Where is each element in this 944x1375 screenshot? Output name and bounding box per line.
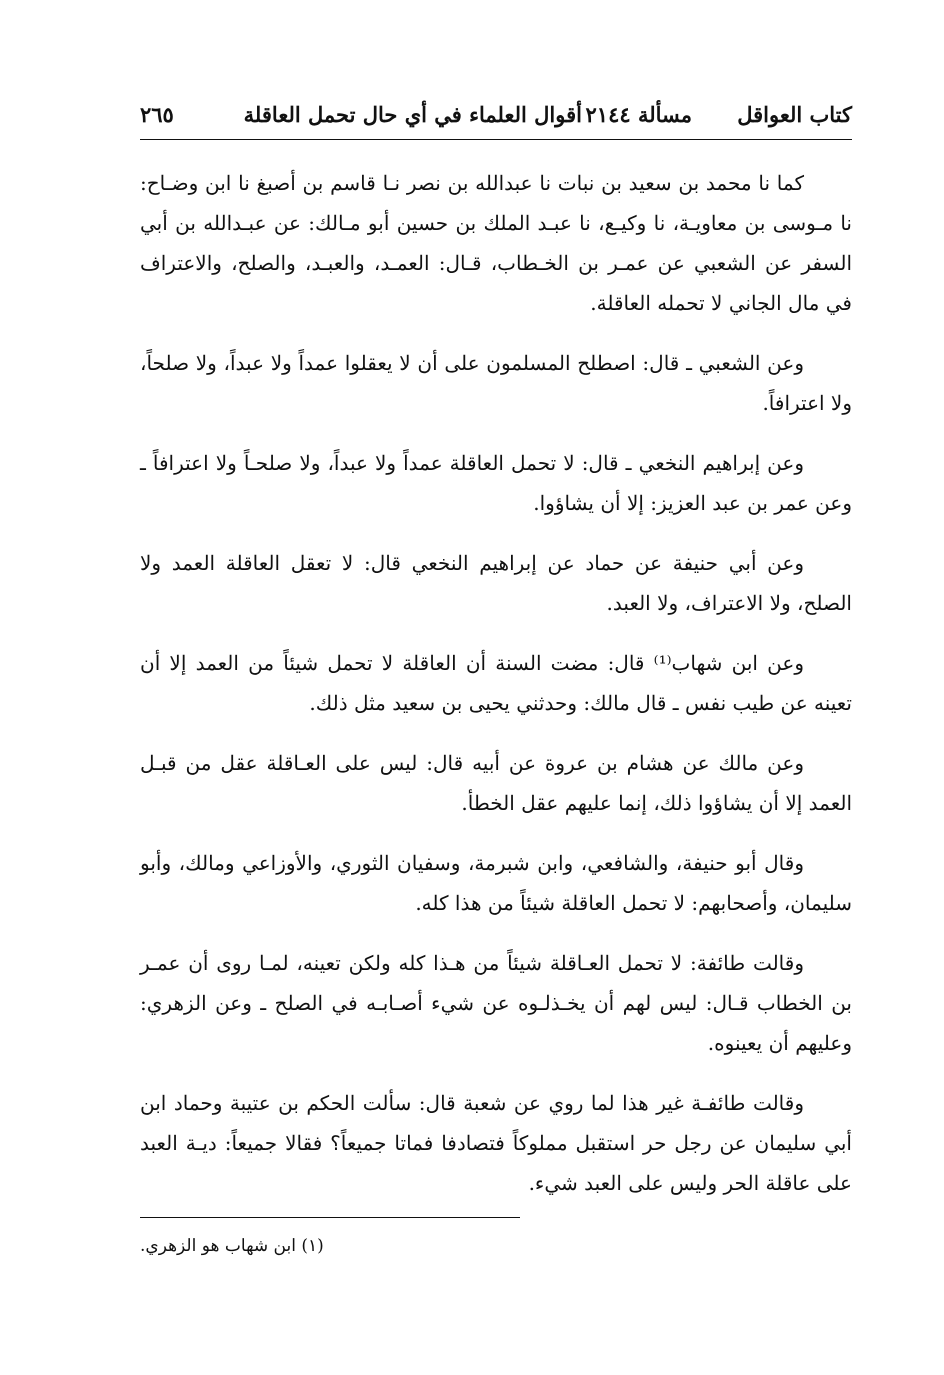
paragraph-8: وقالت طائفة: لا تحمل العـاقلة شيئاً من هـذا كله ولكن تعينه، لمـا روى أن عمـر بن الخطاب قـال: ليس لهم أن يخـذلـوه عن شيء أصـابـه في الصلح ـ وعن الزهري: وعليهم أن يعينوه.: [140, 951, 852, 1055]
footnote: [140, 1230, 852, 1262]
footnote-text: (١) ابن شهاب هو الزهري.: [140, 1236, 324, 1256]
body-text: [140, 163, 852, 1215]
header-rule: [140, 139, 852, 140]
header-book-title: كتاب العواقل: [737, 102, 852, 127]
page-number: ٢٦٥: [140, 102, 174, 127]
running-header: [140, 95, 852, 135]
paragraph-9: وقالت طائفـة غير هذا لما روي عن شعبة قال: سألت الحكم بن عتيبة وحماد ابن أبي سليمان عن رجل حر استقبل مملوكاً فتصادفا فماتا جميعاً؟ فقالا جميعاً: ديـة العبد على عاقلة الحر وليس على العبد شيء.: [140, 1091, 852, 1195]
paragraph-1: كما نا محمد بن سعيد بن نبات نا عبدالله بن نصر نـا قاسم بن أصبغ نا ابن وضـاح: نا مـوسى بن معاويـة، نا وكيـع، نا عبـد الملك بن حسين أبو مـالك: عن عبـدالله بن أبي السفر عن الشعبي عن عمـر بن الخـطاب، قـال: العمـد، والعبـد، والصلح، والاعتراف في مال الجاني لا تحمله العاقلة.: [140, 171, 852, 315]
paragraph-4: وعن أبي حنيفة عن حماد عن إبراهيم النخعي قال: لا تعقل العاقلة العمد ولا الصلح، ولا الاعتراف، ولا العبد.: [140, 551, 852, 615]
header-section-title: أقوال العلماء في أي حال تحمل العاقلة: [243, 102, 582, 127]
paragraph-5: وعن ابن شهاب⁽¹⁾ قال: مضت السنة أن العاقلة لا تحمل شيئاً من العمد إلا أن تعينه عن طيب نفس ـ قال مالك: وحدثني يحيى بن سعيد مثل ذلك.: [140, 651, 852, 715]
paragraph-6: وعن مالك عن هشام بن عروة عن أبيه قال: ليس على العـاقلة عقل من قبـل العمد إلا أن يشاؤوا ذلك، إنما عليهم عقل الخطأ.: [140, 751, 852, 815]
paragraph-7: وقال أبو حنيفة، والشافعي، وابن شبرمة، وسفيان الثوري، والأوزاعي ومالك، وأبو سليمان، وأصحابهم: لا تحمل العاقلة شيئاً من هذا كله.: [140, 851, 852, 915]
book-page: [140, 95, 852, 1256]
paragraph-3: وعن إبراهيم النخعي ـ قال: لا تحمل العاقلة عمداً ولا عبداً، ولا صلحـاً ولا اعترافاً ـ وعن عمر بن عبد العزيز: إلا أن يشاؤوا.: [140, 451, 852, 515]
paragraph-2: وعن الشعبي ـ قال: اصطلح المسلمون على أن لا يعقلوا عمداً ولا عبداً، ولا صلحاً، ولا اعترافاً.: [140, 351, 852, 415]
header-masala-number: مسألة ٢١٤٤: [585, 102, 692, 127]
footnote-rule: [140, 1217, 520, 1218]
